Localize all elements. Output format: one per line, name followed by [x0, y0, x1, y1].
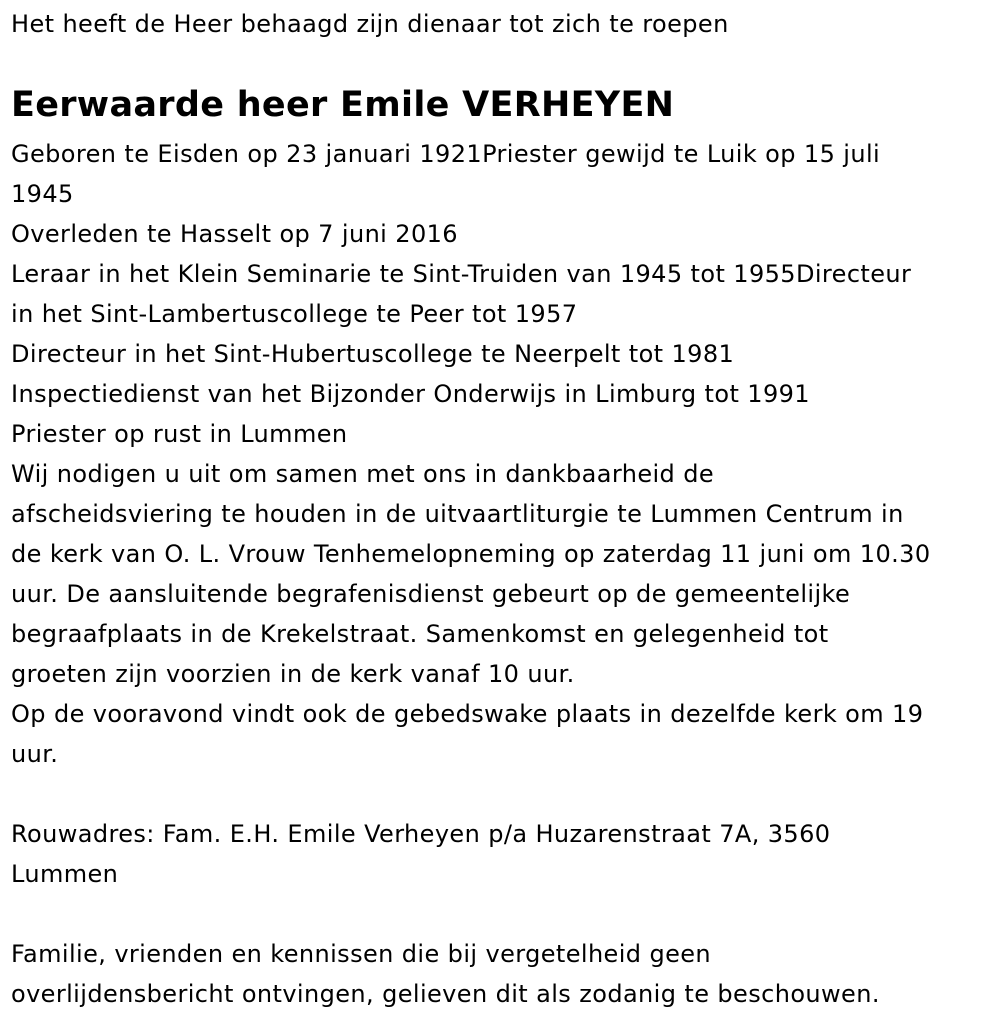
bio-line: 1945	[11, 180, 74, 208]
spacer	[11, 894, 993, 934]
intro-text: Het heeft de Heer behaagd zijn dienaar tot zich te roepen	[11, 10, 729, 38]
bio-line: Leraar in het Klein Seminarie te Sint-Truiden van 1945 tot 1955Directeur	[11, 260, 912, 288]
address-line: Rouwadres: Fam. E.H. Emile Verheyen p/a Huzarenstraat 7A, 3560	[11, 820, 831, 848]
bio-line: Priester op rust in Lummen	[11, 420, 348, 448]
vigil-notice	[11, 694, 993, 774]
notice-body	[11, 134, 993, 1014]
invitation-line: afscheidsviering te houden in de uitvaartliturgie te Lummen Centrum in	[11, 500, 904, 528]
deceased-name: Eerwaarde heer Emile VERHEYEN	[11, 85, 675, 125]
invitation-line: de kerk van O. L. Vrouw Tenhemelopneming op zaterdag 11 juni om 10.30	[11, 540, 931, 568]
funeral-invitation	[11, 454, 993, 694]
spacer	[11, 774, 993, 814]
address-line: Lummen	[11, 860, 119, 888]
closing-note	[11, 934, 993, 1014]
bio-line: in het Sint-Lambertuscollege te Peer tot 1957	[11, 300, 578, 328]
bio-line: Inspectiedienst van het Bijzonder Onderwijs in Limburg tot 1991	[11, 380, 810, 408]
vigil-line: uur.	[11, 740, 59, 768]
invitation-line: uur. De aansluitende begrafenisdienst gebeurt op de gemeentelijke	[11, 580, 851, 608]
invitation-line: Wij nodigen u uit om samen met ons in dankbaarheid de	[11, 460, 715, 488]
vigil-line: Op de vooravond vindt ook de gebedswake plaats in dezelfde kerk om 19	[11, 700, 924, 728]
invitation-line: groeten zijn voorzien in de kerk vanaf 10 uur.	[11, 660, 575, 688]
mourning-address	[11, 814, 993, 894]
closing-line: overlijdensbericht ontvingen, gelieven dit als zodanig te beschouwen.	[11, 980, 880, 1008]
invitation-line: begraafplaats in de Krekelstraat. Samenkomst en gelegenheid tot	[11, 620, 829, 648]
bio-line: Directeur in het Sint-Hubertuscollege te Neerpelt tot 1981	[11, 340, 735, 368]
bio-line: Overleden te Hasselt op 7 juni 2016	[11, 220, 458, 248]
closing-line: Familie, vrienden en kennissen die bij vergetelheid geen	[11, 940, 712, 968]
bio-line: Geboren te Eisden op 23 januari 1921Priester gewijd te Luik op 15 juli	[11, 140, 881, 168]
biography	[11, 134, 993, 454]
